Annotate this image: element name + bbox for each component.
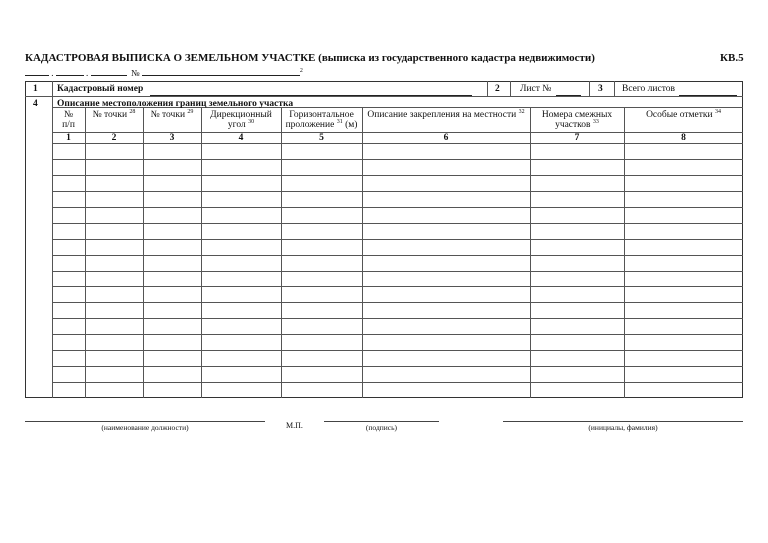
total-sheets-label: Всего листов — [622, 84, 675, 94]
signature-caption: (подпись) — [365, 423, 398, 432]
row1-divider — [510, 81, 511, 96]
column-number: 1 — [66, 133, 71, 143]
column-numbers-bottom-line — [52, 143, 743, 144]
column-number: 5 — [319, 133, 324, 143]
row1-divider — [614, 81, 615, 96]
table-row-line — [52, 350, 743, 351]
column-divider — [362, 107, 363, 398]
row-number-2: 2 — [495, 84, 500, 94]
column-number: 3 — [169, 133, 175, 143]
footnote-mark: 2 — [299, 68, 303, 74]
table-row-line — [52, 223, 743, 224]
table-row-line — [52, 382, 743, 383]
table-row-line — [52, 271, 743, 272]
row1-divider — [487, 81, 488, 96]
row-number-4: 4 — [33, 99, 38, 109]
number-sign: № — [131, 68, 140, 78]
table-row-line — [52, 159, 743, 160]
column-number: 6 — [443, 133, 449, 143]
table-row-line — [52, 175, 743, 176]
column-divider — [143, 107, 144, 398]
column-header-point-b: № точки $^{29}$ — [150, 108, 194, 120]
row1-bottom-line — [25, 96, 743, 97]
column-divider — [281, 107, 282, 398]
name-caption: (инициалы, фамилия) — [588, 423, 658, 432]
title-main: КАДАСТРОВАЯ ВЫПИСКА О ЗЕМЕЛЬНОМ УЧАСТКЕ — [25, 52, 316, 64]
column-header-horizontal-distance: Горизонтальное проложение $^{31}$ (м) — [285, 110, 358, 130]
column-header-adjacent-plots: Номера смежных участков $^{33}$ — [541, 110, 613, 130]
column-number: 2 — [111, 133, 117, 143]
section-title: Описание местоположения границ земельного участка — [57, 99, 294, 109]
year-blank[interactable] — [91, 66, 127, 76]
row1-divider — [589, 81, 590, 96]
column-header-special-notes: Особые отметки $^{34}$ — [646, 108, 721, 120]
document-title — [25, 52, 595, 64]
table-row-line — [52, 191, 743, 192]
table-row-line — [52, 286, 743, 287]
signature-line[interactable] — [324, 421, 439, 422]
sheet-number-label: Лист № — [520, 84, 552, 94]
column-header-pp: № п/п — [62, 110, 75, 130]
position-line[interactable] — [25, 421, 265, 422]
date-sep: . — [51, 68, 54, 78]
total-sheets-blank[interactable] — [679, 86, 737, 96]
column-header-direction-angle: Дирекционный угол $^{30}$ — [210, 110, 272, 130]
sheet-number-blank[interactable] — [556, 86, 581, 96]
table-row-line — [52, 207, 743, 208]
column-number: 7 — [574, 133, 580, 143]
column-number: 4 — [238, 133, 244, 143]
column-header-point-a: № точки $^{28}$ — [92, 108, 136, 120]
column-divider — [530, 107, 531, 398]
stamp-mark: М.П. — [286, 421, 303, 430]
column-divider — [201, 107, 202, 398]
row-number-1: 1 — [33, 84, 38, 94]
column-header-fixing-description: Описание закрепления на местности $^{32}$ — [367, 108, 525, 120]
table-row-line — [52, 366, 743, 367]
table-row-line — [52, 239, 743, 240]
form-code: КВ.5 — [720, 52, 744, 64]
column-divider — [624, 107, 625, 398]
table-row-line — [52, 318, 743, 319]
row-number-3: 3 — [598, 84, 603, 94]
month-blank[interactable] — [56, 66, 84, 76]
name-line[interactable] — [503, 421, 743, 422]
column-number: 8 — [681, 133, 686, 143]
table-row-line — [52, 255, 743, 256]
cadastral-number-blank[interactable] — [150, 86, 472, 96]
date-number-line — [25, 66, 303, 78]
position-caption: (наименование должности) — [101, 423, 189, 432]
date-sep: . — [86, 68, 89, 78]
title-sub: (выписка из государственного кадастра недвижимости) — [318, 52, 595, 64]
table-row-line — [52, 334, 743, 335]
day-blank[interactable] — [25, 66, 49, 76]
column-divider — [85, 107, 86, 398]
extract-number-blank[interactable] — [142, 66, 300, 76]
cadastral-number-label: Кадастровый номер — [57, 84, 144, 94]
table-row-line — [52, 302, 743, 303]
